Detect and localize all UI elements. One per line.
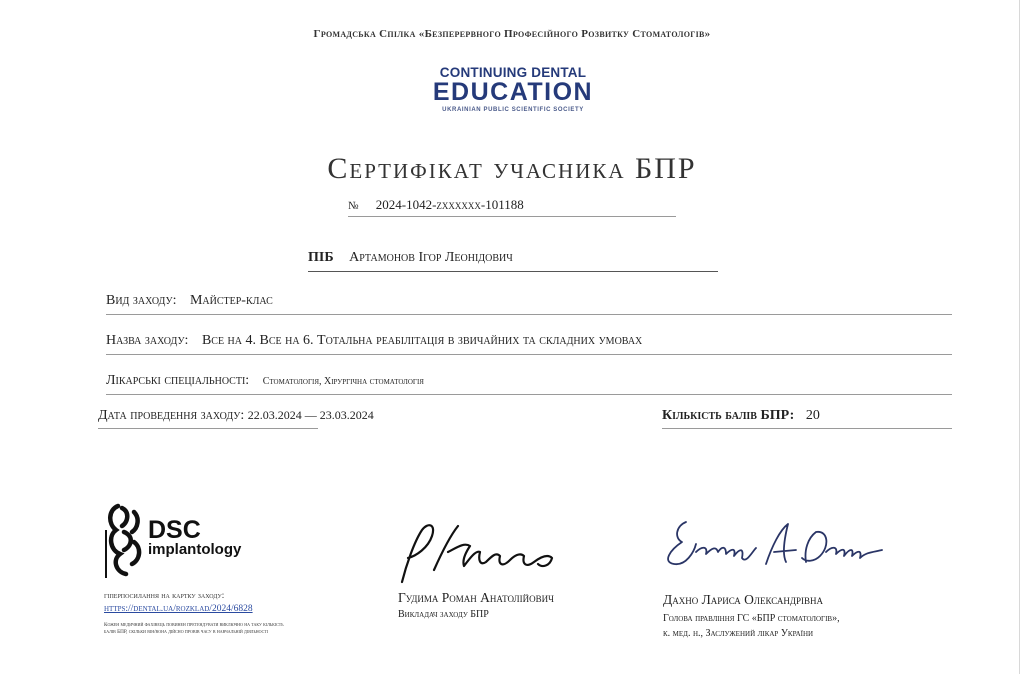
signatory-2-role-line-2: к. мед. н., Заслужений лікар України [663,628,814,639]
points-label: Кількість балів БПР: [662,408,795,423]
signatory-2-role-line-1: Голова правління ГС «БПР стоматологів», [663,613,840,624]
certificate-title: Сертифікат учасника БПР [327,152,697,185]
dsc-logo-text [148,518,241,558]
participant-name: Артамонов Ігор Леонідович [349,250,513,265]
event-type-value: Майстер-клас [189,293,273,308]
signatory-2 [663,592,840,641]
signatory-2-role [663,611,840,641]
signatory-1-role: Викладач заходу БПР [398,609,489,620]
dsc-logo-big: DSC [148,516,201,544]
event-name-label: Назва заходу: [106,333,189,348]
dsc-logo-small: implantology [148,541,242,558]
event-date-line [98,408,374,429]
event-type-row [106,293,952,315]
points-value: 20 [805,408,820,423]
specialties-row [106,373,952,395]
dsc-implantology-logo [104,502,264,582]
number-label: № [348,200,359,212]
event-name-row [106,333,952,355]
event-type-label: Вид заходу: [106,293,177,308]
logo-line-3: UKRAINIAN PUBLIC SCIENTIFIC SOCIETY [442,107,584,113]
specialties-value: Стоматологія, Хірургічна стоматологія [262,376,424,387]
event-name-value: Все на 4. Все на 6. Тотальна реабілітація в звичайних та складних умовах [201,333,643,348]
signatory-1-name: Гудима Роман Анатолійович [398,590,555,605]
organization-name: Громадська Спілка «Безперервного Професійного Розвитку Стоматологів» [313,28,711,40]
certificate-number: 2024-1042-zxxxxxx-101188 [375,197,524,212]
signatory-1 [398,590,554,620]
participant-name-line [308,250,718,272]
certificate-number-line [348,197,676,217]
signature-dakhno [656,512,886,582]
date-label: Дата проведення заходу: [98,408,245,423]
name-label: ПІБ [308,250,334,265]
points-disclaimer: Кожен медичний фахівець повинен претендувати виключно на таку кількість балів БПР, скільки він/вона дійсно провів часу в навчальній діяльності [104,622,284,635]
logo-line-2: EDUCATION [432,78,594,106]
points-line [662,408,952,429]
event-link-block [104,590,284,636]
event-link-label: гіперпосилання на картку заходу: [104,590,225,600]
signature-gudyma [392,512,582,592]
event-link[interactable]: https://dental.ua/rozklad/2024/6828 [104,604,253,614]
logo-line-1: CONTINUING DENTAL [439,65,587,80]
specialties-label: Лікарські спеціальності: [106,373,250,388]
signatory-2-name: Дахно Лариса Олександрівна [663,592,823,607]
tooth-swirl-icon [104,502,148,578]
date-value: 22.03.2024 — 23.03.2024 [247,408,374,422]
page-edge [1019,0,1020,674]
cde-logo [423,66,603,113]
